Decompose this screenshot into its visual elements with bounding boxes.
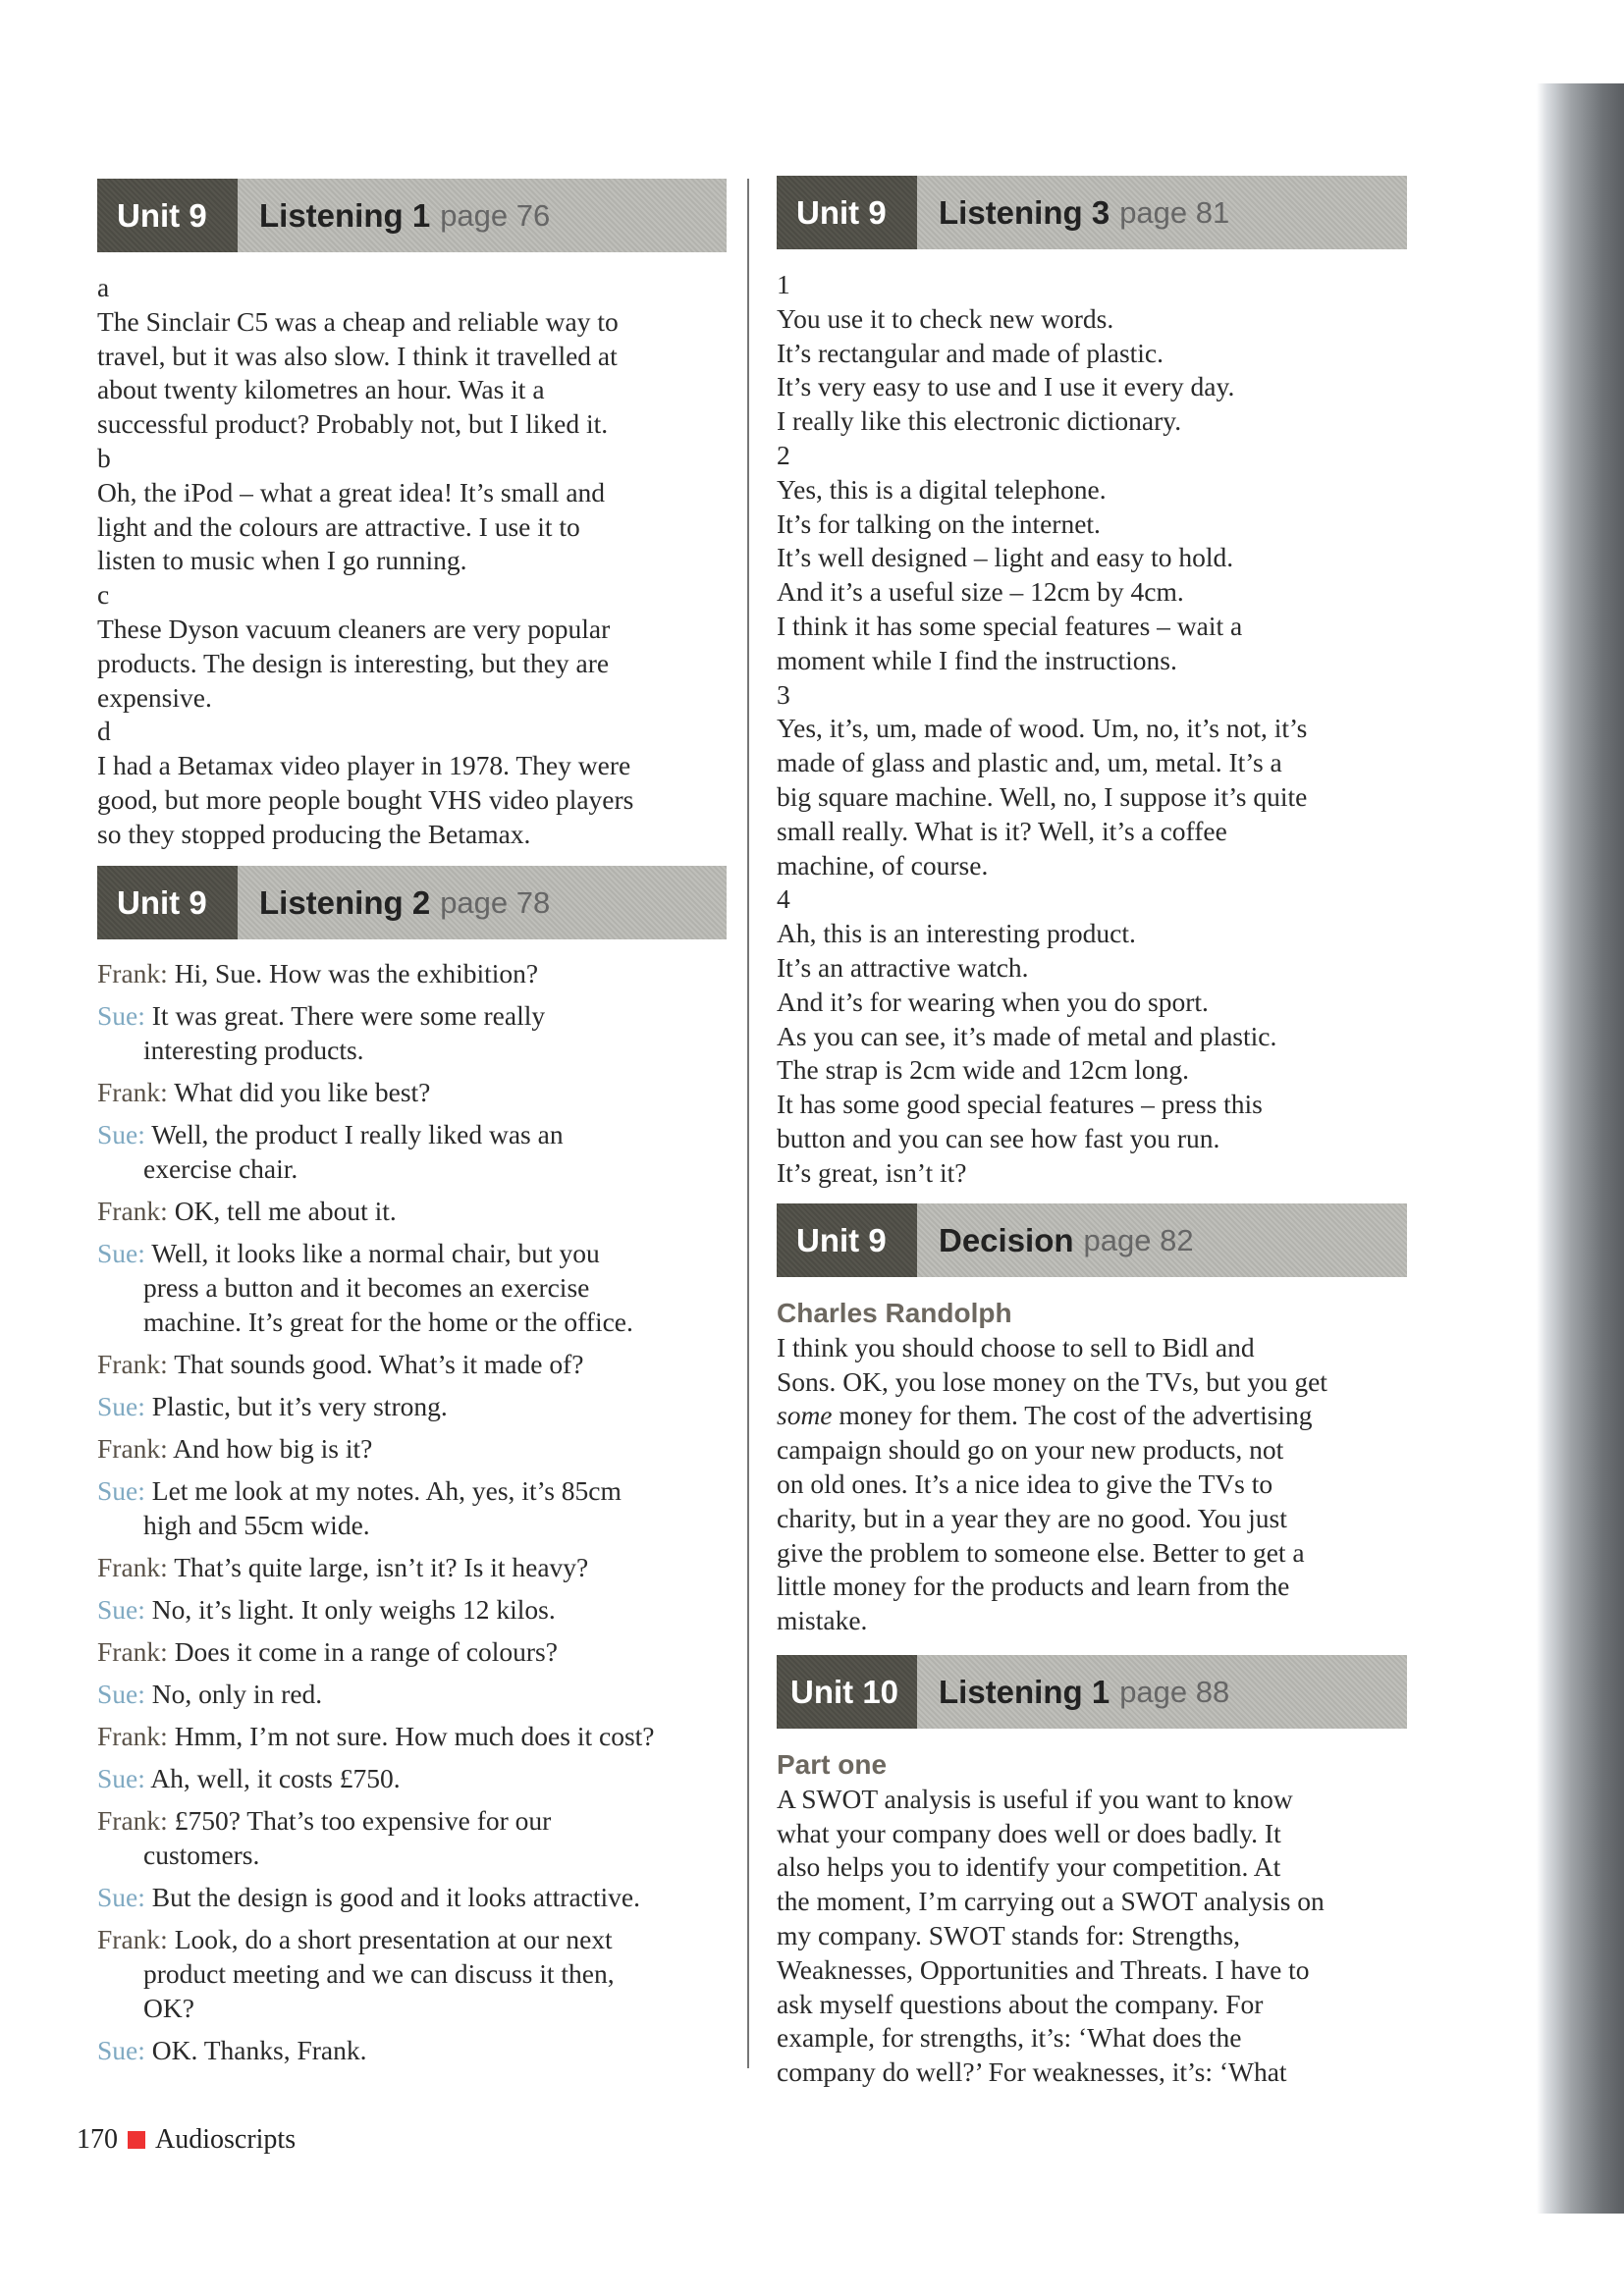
dialogue-line: press a button and it becomes an exercise	[143, 1272, 590, 1303]
dialogue-line: Sue: Well, the product I really liked was an	[97, 1119, 564, 1149]
text-line: It’s for talking on the internet.	[777, 507, 1101, 539]
unit-label: Unit 10	[777, 1655, 917, 1729]
dialogue-line: exercise chair.	[143, 1153, 298, 1184]
text-line: ask myself questions about the company. For	[777, 1988, 1264, 2019]
unit-label: Unit 9	[97, 866, 238, 939]
dialogue-line: Sue: But the design is good and it looks attractive.	[97, 1882, 640, 1912]
text-line: made of glass and plastic and, um, metal. It’s a	[777, 747, 1282, 778]
text-line: about twenty kilometres an hour. Was it a	[97, 374, 545, 405]
italic-word: some	[777, 1400, 833, 1431]
text-line: You use it to check new words.	[777, 302, 1114, 334]
speaker-label: Sue:	[97, 1000, 145, 1031]
text-line: It’s great, isn’t it?	[777, 1156, 967, 1188]
dialogue-turn	[97, 1677, 655, 1711]
dialogue-line: Sue: It was great. There were some really	[97, 1000, 546, 1031]
dialogue-turn	[97, 1194, 655, 1228]
text-line: c	[97, 579, 110, 611]
listening3-text	[777, 268, 1307, 1191]
listening1-text	[97, 271, 633, 852]
dialogue-line: product meeting and we can discuss it then,	[143, 1958, 615, 1989]
speaker-label: Sue:	[97, 1119, 145, 1149]
dialogue-line: Sue: No, only in red.	[97, 1679, 323, 1709]
speaker-label: Frank:	[97, 1196, 168, 1226]
text-line: Yes, this is a digital telephone.	[777, 473, 1107, 505]
text-line: give the problem to someone else. Better to get a	[777, 1536, 1305, 1568]
dialogue-line: machine. It’s great for the home or the office.	[143, 1307, 633, 1337]
dialogue-line: Frank: Does it come in a range of colours?	[97, 1636, 558, 1667]
text-line: moment while I find the instructions.	[777, 644, 1177, 675]
text-line: good, but more people bought VHS video players	[97, 783, 634, 815]
text-line: example, for strengths, it’s: ‘What does the	[777, 2022, 1242, 2054]
section-title: Listening 2	[259, 883, 431, 921]
unit-label: Unit 9	[97, 179, 238, 252]
dialogue-line: customers.	[143, 1840, 260, 1870]
text-line: I think it has some special features – wait a	[777, 610, 1243, 641]
text-line: It’s very easy to use and I use it every day.	[777, 371, 1235, 402]
speaker-label: Frank:	[97, 1805, 168, 1836]
text-line: button and you can see how fast you run.	[777, 1122, 1220, 1153]
text-line: on old ones. It’s a nice idea to give the TVs to	[777, 1468, 1273, 1499]
speaker-label: Frank:	[97, 1721, 168, 1751]
dialogue-line: Frank: £750? That’s too expensive for our	[97, 1805, 552, 1836]
speaker-label: Frank:	[97, 958, 168, 988]
dialogue-turn	[97, 2033, 655, 2067]
dialogue-line: Frank: Look, do a short presentation at our next	[97, 1924, 613, 1954]
text-line: expensive.	[97, 681, 212, 713]
text-line: what your company does well or does badly. It	[777, 1817, 1281, 1848]
section-header-unit10-listening1	[777, 1655, 1407, 1729]
text-line: charity, but in a year they are no good. You just	[777, 1502, 1287, 1533]
text-line: b	[97, 442, 111, 473]
dialogue-line: high and 55cm wide.	[143, 1510, 370, 1540]
text-line: my company. SWOT stands for: Strengths,	[777, 1919, 1241, 1950]
text-line: listen to music when I go running.	[97, 545, 467, 576]
speaker-label: Sue:	[97, 1594, 145, 1625]
text-line: And it’s for wearing when you do sport.	[777, 986, 1209, 1017]
text-line: products. The design is interesting, but they are	[97, 647, 610, 678]
text-line: machine, of course.	[777, 849, 989, 881]
text-line: Ah, this is an interesting product.	[777, 918, 1136, 949]
decision-speaker-name: Charles Randolph	[777, 1298, 1012, 1328]
unit-label: Unit 9	[777, 176, 917, 249]
dialogue-line: Frank: That’s quite large, isn’t it? Is it heavy?	[97, 1552, 589, 1582]
text-line: 2	[777, 439, 790, 470]
dialogue-line: Sue: Let me look at my notes. Ah, yes, it’s 85cm	[97, 1475, 622, 1506]
speaker-label: Sue:	[97, 1763, 145, 1793]
unit-label: Unit 9	[777, 1203, 917, 1277]
speaker-label: Frank:	[97, 1077, 168, 1107]
part-title: Part one	[777, 1749, 888, 1780]
text-line: I had a Betamax video player in 1978. They were	[97, 750, 631, 781]
speaker-label: Frank:	[97, 1552, 168, 1582]
dialogue-line: OK?	[143, 1993, 194, 2023]
text-line: I think you should choose to sell to Bidl and	[777, 1331, 1255, 1362]
page-ref: page 81	[1119, 194, 1230, 230]
section-title: Listening 1	[939, 1673, 1110, 1710]
text-line: And it’s a useful size – 12cm by 4cm.	[777, 576, 1184, 608]
speaker-label: Frank:	[97, 1349, 168, 1379]
column-divider	[747, 179, 749, 2068]
text-line: 1	[777, 269, 790, 299]
dialogue-line: interesting products.	[143, 1035, 364, 1065]
speaker-label: Sue:	[97, 2035, 145, 2065]
text-line: a	[97, 272, 110, 302]
section-header-unit9-listening2	[97, 866, 727, 939]
text-line: It has some good special features – press this	[777, 1089, 1263, 1120]
section-header-unit9-listening1	[97, 179, 727, 252]
text-line: the moment, I’m carrying out a SWOT analysis on	[777, 1886, 1325, 1917]
text-line: The strap is 2cm wide and 12cm long.	[777, 1054, 1190, 1086]
section-name: Audioscripts	[155, 2124, 297, 2155]
text-line: also helps you to identify your competition. At	[777, 1851, 1281, 1883]
dialogue-turn	[97, 1719, 655, 1753]
dialogue-turn	[97, 1634, 655, 1669]
dialogue-line: Sue: Well, it looks like a normal chair, but you	[97, 1238, 600, 1268]
speaker-label: Frank:	[97, 1924, 168, 1954]
text-line: Oh, the iPod – what a great idea! It’s small and	[97, 476, 606, 507]
dialogue-line: Sue: OK. Thanks, Frank.	[97, 2035, 367, 2065]
text-line: mistake.	[777, 1605, 868, 1636]
section-header-unit9-listening3	[777, 176, 1407, 249]
red-square-icon	[128, 2131, 145, 2149]
page-footer	[77, 2124, 296, 2156]
dialogue-line: Frank: Hmm, I’m not sure. How much does it cost?	[97, 1721, 655, 1751]
text-line: It’s rectangular and made of plastic.	[777, 337, 1164, 368]
text-line: As you can see, it’s made of metal and plastic.	[777, 1020, 1277, 1051]
dialogue-line: Sue: Ah, well, it costs £750.	[97, 1763, 401, 1793]
page-ref: page 88	[1119, 1674, 1230, 1709]
listening2-dialogue	[97, 956, 655, 2075]
dialogue-turn	[97, 1075, 655, 1109]
dialogue-turn	[97, 1880, 655, 1914]
dialogue-line: Sue: No, it’s light. It only weighs 12 kilos.	[97, 1594, 556, 1625]
text-line: It’s an attractive watch.	[777, 951, 1029, 983]
dialogue-turn	[97, 1236, 655, 1339]
dialogue-line: Frank: That sounds good. What’s it made of?	[97, 1349, 584, 1379]
dialogue-turn	[97, 1347, 655, 1381]
dialogue-turn	[97, 1550, 655, 1584]
text-line: some money for them. The cost of the advertising	[777, 1400, 1313, 1431]
text-line: small really. What is it? Well, it’s a coffee	[777, 815, 1227, 846]
text-line: little money for the products and learn from the	[777, 1571, 1290, 1602]
text-line: so they stopped producing the Betamax.	[97, 818, 531, 849]
text-line: These Dyson vacuum cleaners are very popular	[97, 613, 611, 644]
text-line: travel, but it was also slow. I think it travelled at	[97, 340, 618, 371]
text-line: campaign should go on your new products, not	[777, 1434, 1284, 1466]
text-line: light and the colours are attractive. I use it to	[97, 510, 580, 542]
text-line: Weaknesses, Opportunities and Threats. I have to	[777, 1953, 1310, 1985]
text-line: 4	[777, 883, 790, 915]
dialogue-turn	[97, 956, 655, 990]
text-line: Yes, it’s, um, made of wood. Um, no, it’s not, it’s	[777, 713, 1308, 744]
dialogue-line: Frank: Hi, Sue. How was the exhibition?	[97, 958, 539, 988]
speaker-label: Sue:	[97, 1882, 145, 1912]
text-line: company do well?’ For weaknesses, it’s: ‘What	[777, 2056, 1287, 2088]
section-title: Listening 3	[939, 193, 1110, 231]
speaker-label: Sue:	[97, 1475, 145, 1506]
text-line: big square machine. Well, no, I suppose it’s quite	[777, 780, 1308, 812]
page-ref: page 82	[1083, 1222, 1194, 1257]
dialogue-turn	[97, 998, 655, 1067]
speaker-label: Sue:	[97, 1679, 145, 1709]
unit10-listening1-text	[777, 1748, 1325, 2090]
speaker-label: Sue:	[97, 1391, 145, 1421]
section-title: Decision	[939, 1221, 1074, 1258]
text-line: I really like this electronic dictionary.	[777, 405, 1182, 437]
speaker-label: Sue:	[97, 1238, 145, 1268]
speaker-label: Frank:	[97, 1433, 168, 1464]
dialogue-turn	[97, 1592, 655, 1627]
section-title: Listening 1	[259, 196, 431, 234]
dialogue-turn	[97, 1761, 655, 1795]
dialogue-turn	[97, 1922, 655, 2025]
dialogue-line: Frank: OK, tell me about it.	[97, 1196, 397, 1226]
text-line: 3	[777, 678, 790, 710]
dialogue-turn	[97, 1803, 655, 1872]
dialogue-turn	[97, 1473, 655, 1542]
dialogue-line: Frank: What did you like best?	[97, 1077, 431, 1107]
page-edge-shadow	[1537, 83, 1624, 2214]
page-ref: page 76	[440, 197, 551, 233]
text-line: A SWOT analysis is useful if you want to know	[777, 1783, 1293, 1814]
text-line: The Sinclair C5 was a cheap and reliable way to	[97, 305, 619, 337]
dialogue-turn	[97, 1117, 655, 1186]
page-ref: page 78	[440, 884, 551, 920]
dialogue-turn	[97, 1389, 655, 1423]
dialogue-line: Frank: And how big is it?	[97, 1433, 373, 1464]
dialogue-line: Sue: Plastic, but it’s very strong.	[97, 1391, 448, 1421]
text-line: successful product? Probably not, but I liked it.	[97, 408, 609, 440]
decision-text	[777, 1297, 1327, 1638]
text-line: d	[97, 716, 111, 747]
text-line: Sons. OK, you lose money on the TVs, but you get	[777, 1365, 1327, 1397]
speaker-label: Frank:	[97, 1636, 168, 1667]
page-number: 170	[77, 2124, 118, 2155]
dialogue-turn	[97, 1431, 655, 1466]
text-line: It’s well designed – light and easy to hold.	[777, 542, 1234, 573]
section-header-unit9-decision	[777, 1203, 1407, 1277]
